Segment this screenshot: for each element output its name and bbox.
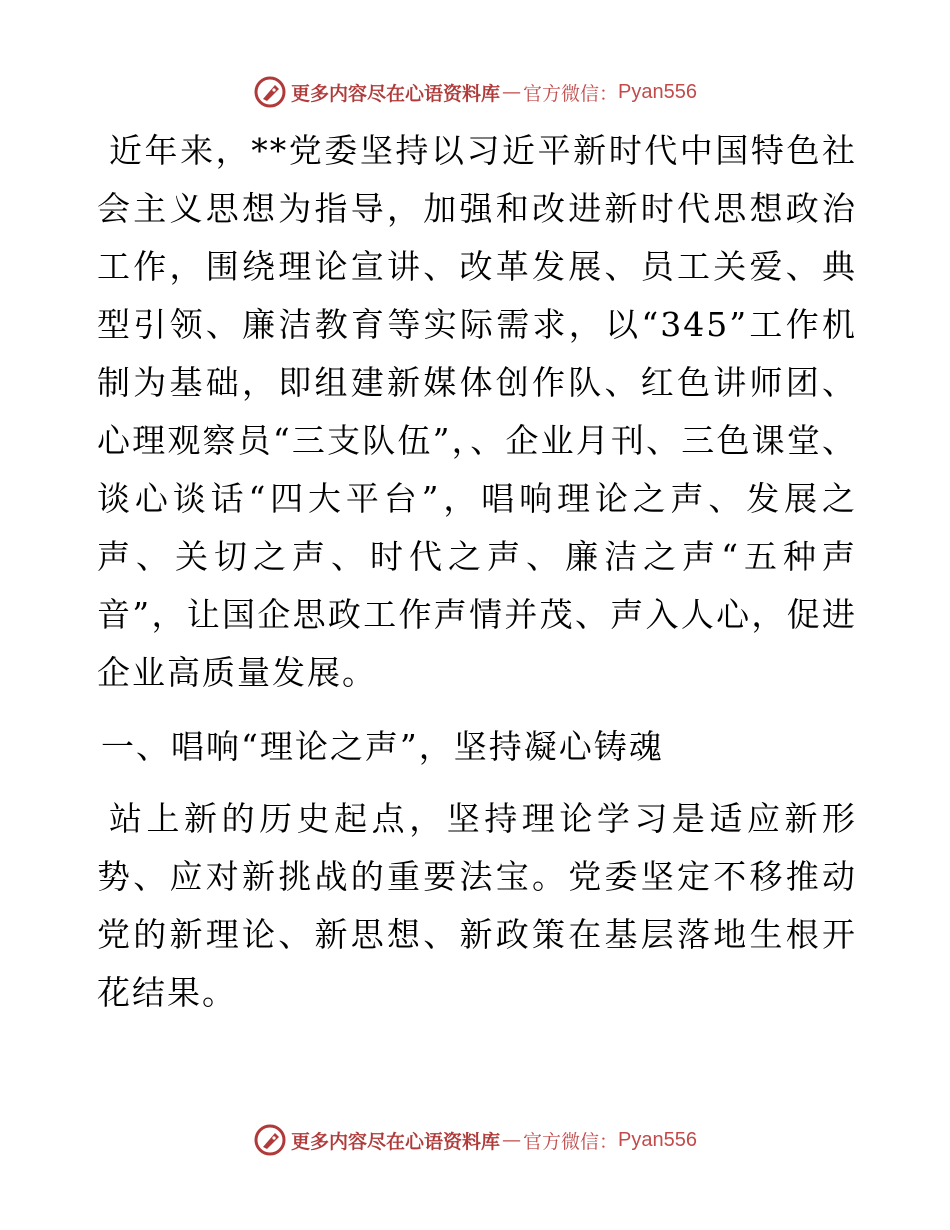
footer-watermark — [0, 1118, 950, 1162]
section-heading: 一、唱响“理论之声”，坚持凝心铸魂 — [101, 727, 664, 766]
pen-nib-logo-icon — [253, 1123, 287, 1157]
pen-nib-logo-icon — [253, 75, 287, 109]
watermark-id: Pyan556 — [618, 1128, 697, 1151]
watermark-dash: — — [502, 1129, 522, 1151]
watermark-brand: 更多内容尽在心语资料库 — [291, 82, 501, 105]
watermark-brand: 更多内容尽在心语资料库 — [291, 1130, 501, 1153]
paragraph-intro: 近年来，**党委坚持以习近平新时代中国特色社会主义思想为指导，加强和改进新时代思想政治工作，围绕理论宣讲、改革发展、员工关爱、典型引领、廉洁教育等实际需求，以“345”工作机制为基础，即组建新媒体创作队、红色讲师团、心理观察员“三支队伍”，、企业月刊、三色课堂、谈心谈话“四大平台”，唱响理论之声、发展之声、关切之声、时代之声、廉洁之声“五种声音”，让国企思政工作声情并茂、声入人心，促进企业高质量发展。 — [97, 131, 857, 692]
watermark-dash: — — [502, 81, 522, 103]
watermark-label: 官方微信： — [523, 82, 619, 105]
watermark-label: 官方微信： — [523, 1130, 619, 1153]
header-watermark — [0, 70, 950, 114]
watermark-id: Pyan556 — [618, 80, 697, 103]
document-body — [97, 122, 857, 1022]
paragraph-section-1: 站上新的历史起点，坚持理论学习是适应新形势、应对新挑战的重要法宝。党委坚定不移推动党的新理论、新思想、新政策在基层落地生根开花结果。 — [97, 799, 857, 1012]
